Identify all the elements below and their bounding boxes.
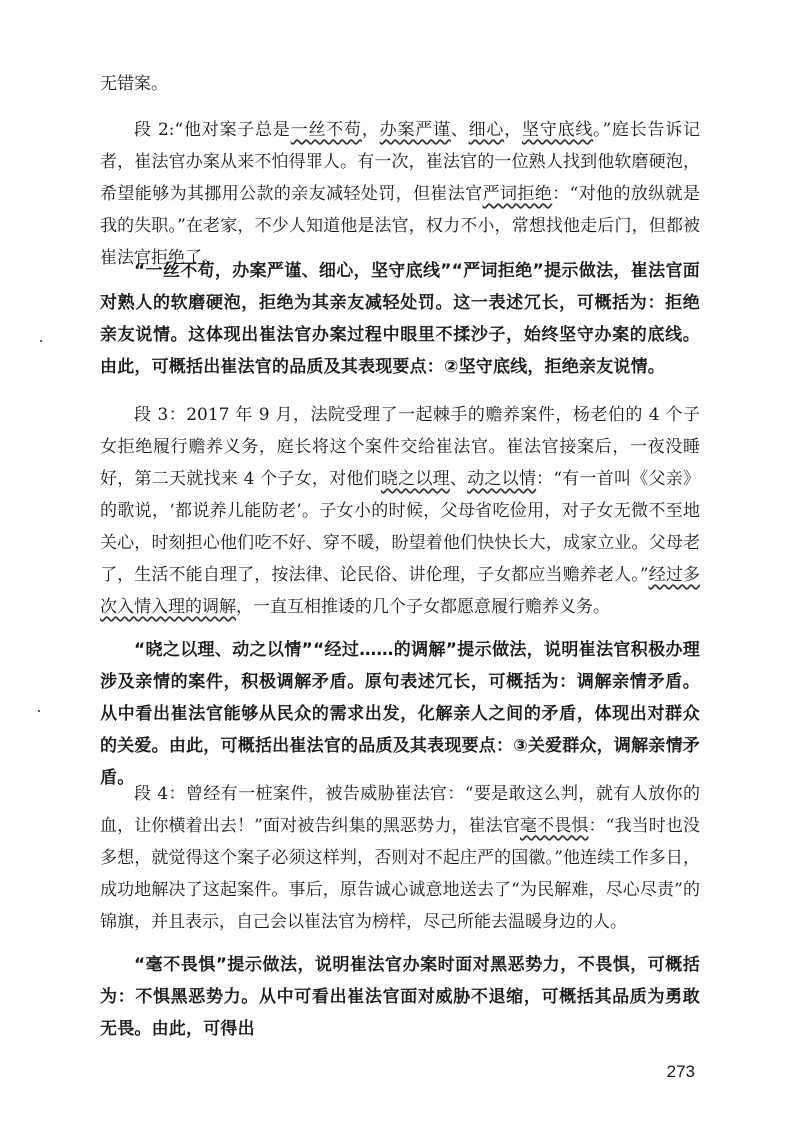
highlight-phrase: 动之以情 [467, 469, 537, 489]
text-run: 、 [449, 469, 468, 489]
highlight-phrase: 毫不畏惧 [519, 816, 589, 836]
highlight-phrase: 经过多次入情入理的调解 [100, 565, 700, 617]
text-run: ：“有一首叫《父亲》的歌说，‘都说养儿能防老’。子女小的时候，父母省吃俭用，对子女无微不至地关心，时刻担心他们吃不好、穿不暖，盼望着他们快快长大，成家立业。父母老了，生活不能自理了，按法律、论民俗、讲伦理，子女都应当赡养老人。” [100, 469, 701, 585]
scan-speck [38, 710, 40, 712]
text-run: ：“我当时也没多想，就觉得这个案子必须这样判，否则对不起庄严的国徽。”他连续工作多日，成功地解决了这起案件。事后，原告诚心诚意地送去了“为民解难，尽心尽责”的锦旗，并且表示，自己会以崔法官为榜样，尽己所能去温暖身边的人。 [100, 816, 700, 932]
highlight-phrase: 严词拒绝 [482, 184, 553, 204]
text-run: ：“对他的放纵就是我的失职。”在老家，不少人知道他是法官，权力不小，常想找他走后门，但都被崔法官拒绝了。 [100, 184, 701, 268]
text-run: 段 3：2017 年 9 月，法院受理了一起棘手的赡养案件，杨老伯的 4 个子女拒绝履行赡养义务，庭长将这个案件交给崔法官。崔法官接案后，一夜没睡好，第二天就找来 4 个子女，对他们 [100, 405, 700, 489]
paragraph-3-analysis: “晓之以理、动之以情”“经过……的调解”提示做法，说明崔法官积极办理涉及亲情的案件，积极调解矛盾。原句表述冗长，可概括为：调解亲情矛盾。从中看出崔法官能够从民众的需求出发，化解亲人之间的矛盾，体现出对群众的关爱。由此，可概括出崔法官的品质及其表现要点：③关爱群众，调解亲情矛盾。 [100, 640, 700, 788]
text-run: 段 4：曾经有一桩案件，被告威胁崔法官：“要是敢这么判，就有人放你的血，让你横着出去！”面对被告纠集的黑恶势力，崔法官 [100, 784, 700, 836]
highlight-phrase: 坚守底线 [522, 120, 594, 140]
paragraph-text: 无错案。 [100, 74, 168, 94]
paragraph-4-analysis: “毫不畏惧”提示做法，说明崔法官办案时面对黑恶势力，不畏惧，可概括为：不惧黑恶势力。从中可看出崔法官面对威胁不退缩，可概括其品质为勇敢无畏。由此，可得出 [100, 955, 700, 1039]
highlight-phrase: 细心 [468, 120, 505, 140]
paragraph-2-source [100, 114, 700, 274]
page-number: 273 [666, 1062, 695, 1081]
highlight-phrase: 晓之以理 [380, 469, 450, 489]
highlight-phrase: 办案严谨 [379, 120, 451, 140]
highlight-phrase: 一丝不苟 [290, 120, 362, 140]
text-run: 段 2:“他对案子总是 [134, 120, 291, 140]
text-run: ，一直互相推诿的几个子女都愿意履行赡养义务。 [236, 597, 610, 617]
text-run: 。”庭长告诉记者，崔法官办案从来不怕得罪人。有一次，崔法官的一位熟人找到他软磨硬泡，希望能够为其挪用公款的亲友减轻处罚，但崔法官 [100, 120, 701, 204]
paragraph-4-source [100, 778, 700, 938]
paragraph-2-analysis: “一丝不苟，办案严谨、细心，坚守底线”“严词拒绝”提示做法，崔法官面对熟人的软磨硬泡，拒绝为其亲友减轻处罚。这一表述冗长，可概括为：拒绝亲友说情。这体现出崔法官办案过程中眼里不揉沙子，始终坚守办案的底线。由此，可概括出崔法官的品质及其表现要点：②坚守底线，拒绝亲友说情。 [100, 261, 700, 377]
paragraph-continuation [100, 68, 700, 100]
scan-speck [40, 340, 42, 342]
paragraph-3-source [100, 399, 700, 623]
text-run: ， [361, 120, 380, 140]
text-run: 、 [450, 120, 469, 140]
text-run: ， [504, 120, 522, 140]
